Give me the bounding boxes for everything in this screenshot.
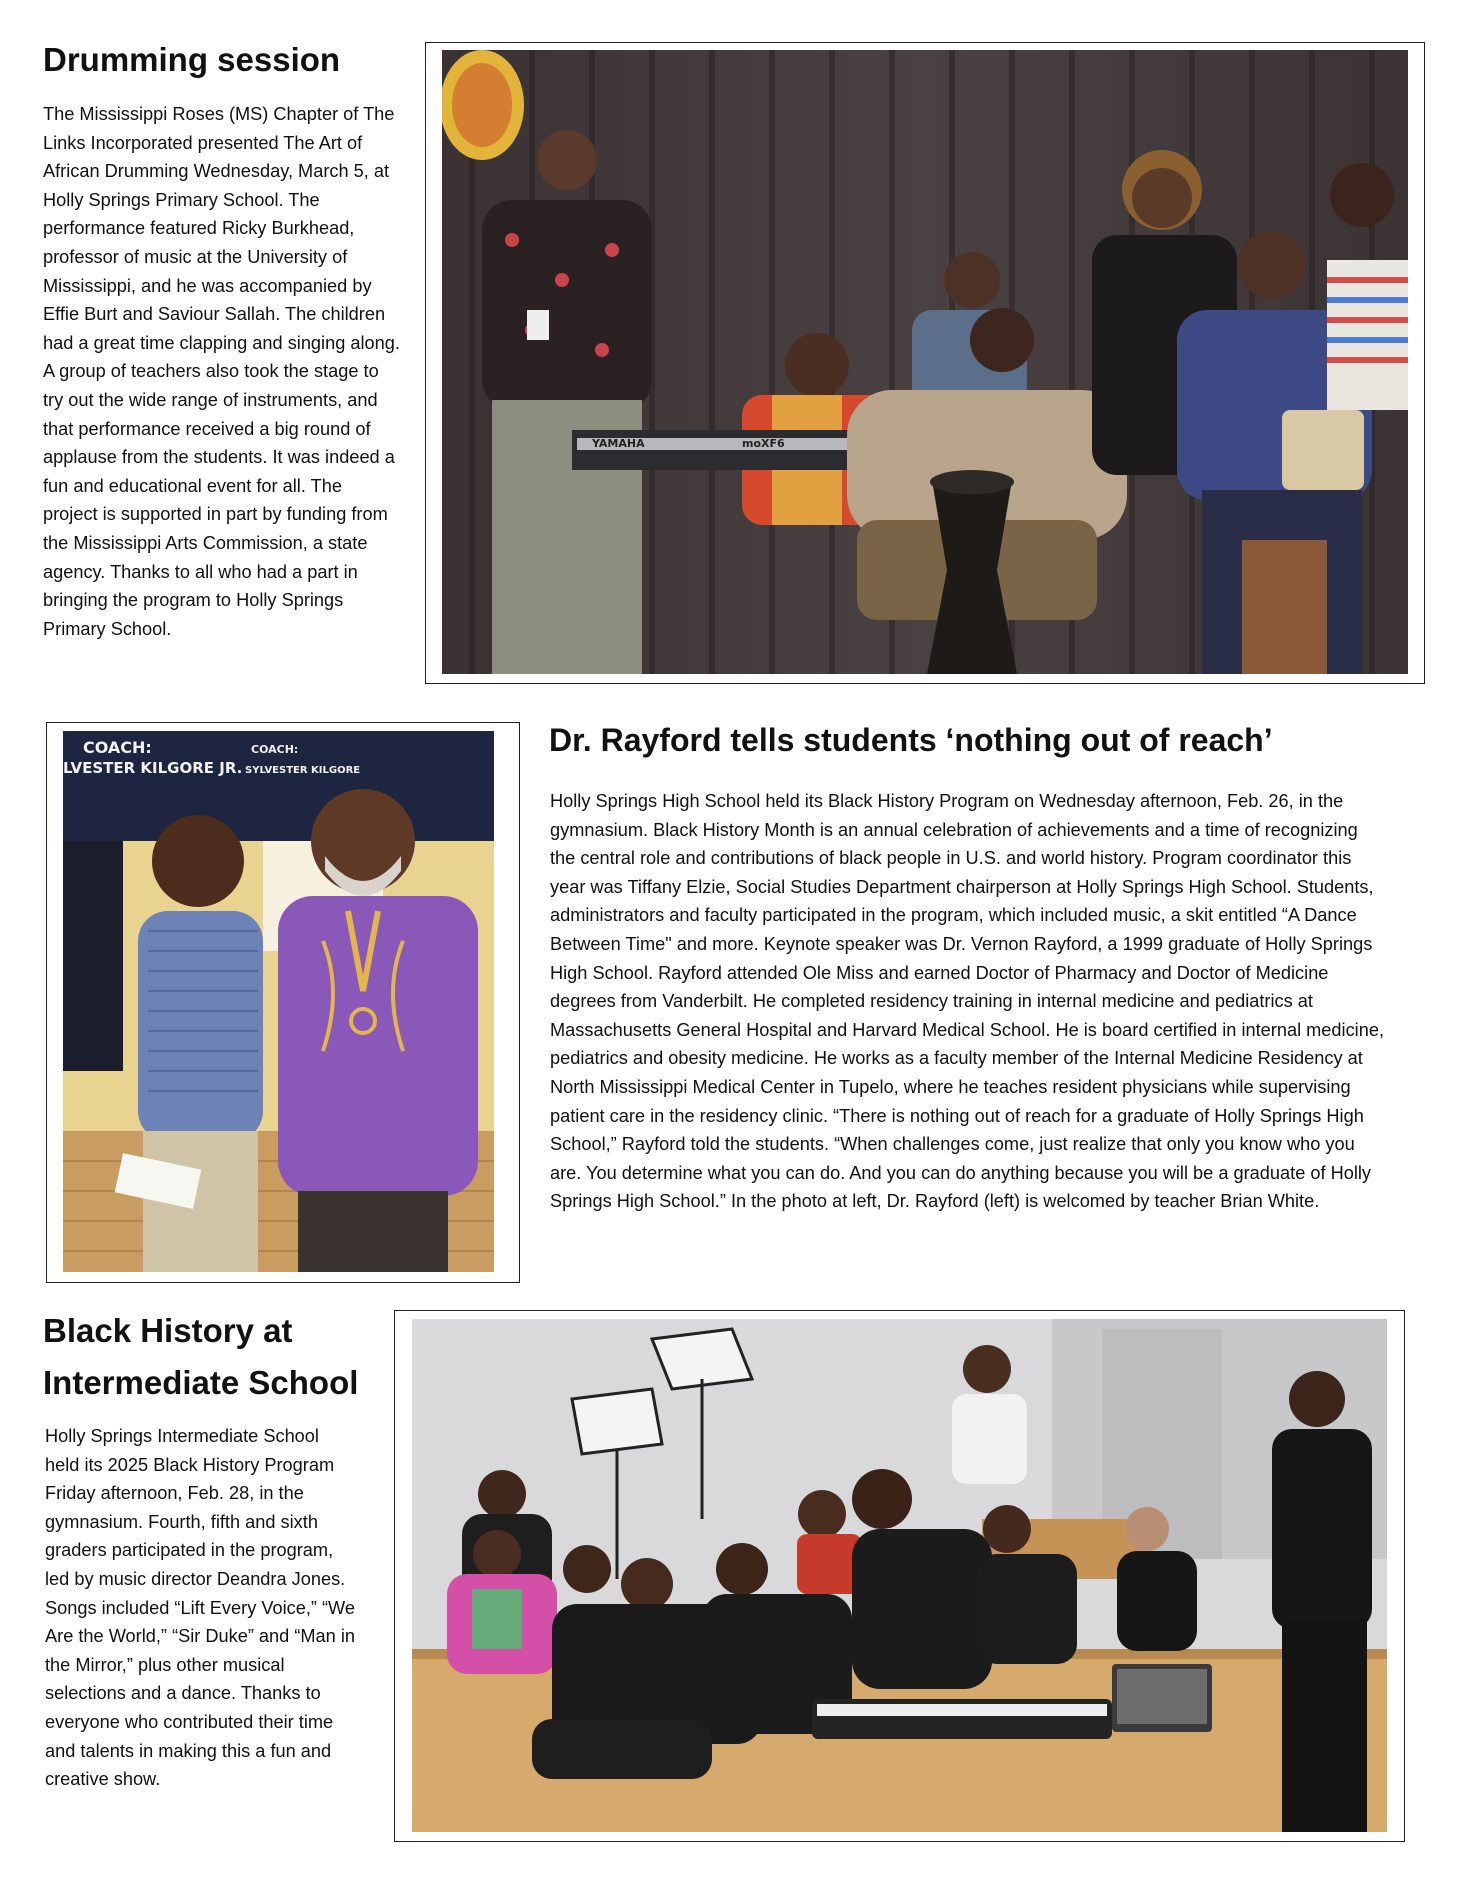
keyboard-brand: YAMAHA xyxy=(592,437,645,450)
rayford-heading: Dr. Rayford tells students ‘nothing out of reach’ xyxy=(549,722,1273,758)
drumming-article-body: The Mississippi Roses (MS) Chapter of The Links Incorporated presented The Art of African Drumming Wednesday, March 5, at Holly Springs Primary School. The performance featured Ricky Burkhead, professor of music at the University of Mississippi, and he was accompanied by Effie Burt and Saviour Sallah. The children had a great time clapping and singing along. A group of teachers also took the stage to try out the wide range of instruments, and that performance received a big round of applause from the students. It was indeed a fun and educational event for all. The project is supported in part by funding from the Mississippi Arts Commission, a state agency. Thanks to all who had a part in bringing the program to Holly Springs Primary School. xyxy=(43,104,400,639)
drumming-photo xyxy=(442,50,1408,674)
intermediate-photo xyxy=(412,1319,1387,1832)
rayford-article-body: Holly Springs High School held its Black History Program on Wednesday afternoon, Feb. 26, in the gymnasium. Black History Month is an annual celebration of achievements and a time of recognizing the central role and contributions of black people in U.S. and world history. Program coordinator this year was Tiffany Elzie, Social Studies Department chairperson at Holly Springs High School. Students, administrators and faculty participated in the program, which included music, a skit entitled “A Dance Between Time" and more. Keynote speaker was Dr. Vernon Rayford, a 1999 graduate of Holly Springs High School. Rayford attended Ole Miss and earned Doctor of Pharmacy and Doctor of Medicine degrees from Vanderbilt. He completed residency training in internal medicine and pediatrics at Massachusetts General Hospital and Harvard Medical School. He is board certified in internal medicine, pediatrics and obesity medicine. He works as a faculty member of the Internal Medicine Residency at North Mississippi Medical Center in Tupelo, where he teaches resident physicians while supervising patient care in the residency clinic. “There is nothing out of reach for a graduate of Holly Springs High School,” Rayford told the students. “When challenges come, just realize that only you know who you are. You determine what you can do. And you can do anything because you will be a graduate of Holly Springs High School.” In the photo at left, Dr. Rayford (left) is welcomed by teacher Brian White. xyxy=(550,791,1384,1212)
keyboard-model: moXF6 xyxy=(742,437,785,450)
banner-coach-label: COACH: xyxy=(83,738,152,757)
intermediate-heading-line-1: Black History at xyxy=(43,1312,293,1349)
rayford-photo xyxy=(63,731,494,1272)
drumming-heading: Drumming session xyxy=(43,41,341,78)
banner-coach-name-2: SYLVESTER KILGORE xyxy=(245,765,361,776)
intermediate-heading-line-2: Intermediate School xyxy=(43,1364,359,1401)
banner-coach-label-2: COACH: xyxy=(251,743,299,756)
intermediate-heading xyxy=(43,1305,358,1409)
intermediate-article-body: Holly Springs Intermediate School held its 2025 Black History Program Friday afternoon, Feb. 28, in the gymnasium. Fourth, fifth and sixth graders participated in the program, led by music director Deandra Jones. Songs included “Lift Every Voice,” “We Are the World,” “Sir Duke” and “Man in the Mirror,” plus other musical selections and a dance. Thanks to everyone who contributed their time and talents in making this a fun and creative show. xyxy=(45,1426,356,1790)
banner-coach-name: LVESTER KILGORE JR. xyxy=(63,759,243,777)
